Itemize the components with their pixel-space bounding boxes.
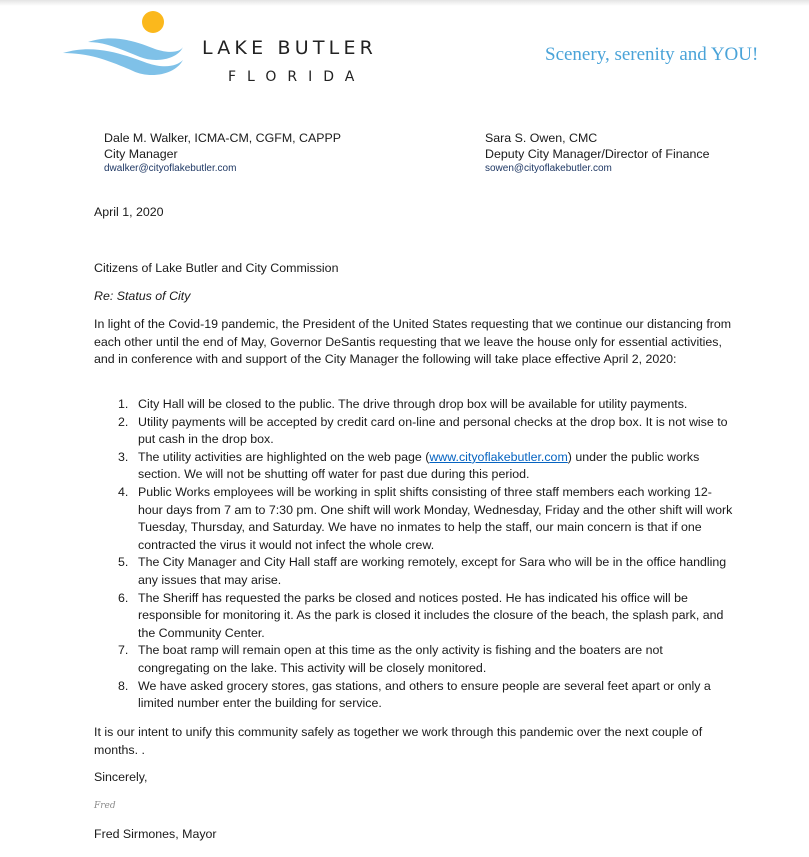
list-number: 4.: [118, 484, 129, 499]
letter-salutation: Citizens of Lake Butler and City Commission: [94, 261, 339, 275]
list-item: [94, 678, 734, 713]
list-text: Public Works employees will be working in split shifts consisting of three staff members each working 12-hour days from 7 am to 7:30 pm. One shift will work Monday, Wednesday, Friday and the other shift will work Tuesday, Thursday, and Saturday. We have no inmates to help the staff, our main concern is that if one contracted the virus it would not infect the whole crew.: [138, 484, 733, 552]
contact-name: Sara S. Owen, CMC: [485, 131, 598, 145]
action-list: [94, 396, 734, 713]
list-item: [94, 642, 734, 677]
list-text: City Hall will be closed to the public. The drive through drop box will be available for utility payments.: [138, 397, 688, 411]
list-text: The utility activities are highlighted on the web page (: [138, 449, 430, 464]
tagline: Scenery, serenity and YOU!: [545, 44, 759, 65]
logo-line-2: FLORIDA: [228, 69, 366, 85]
list-text: The boat ramp will remain open at this time as the only activity is fishing and the boaters are not congregating on the lake. This activity will be closely monitored.: [138, 643, 663, 675]
contact-title: Deputy City Manager/Director of Finance: [485, 147, 710, 161]
contact-title: City Manager: [104, 147, 178, 161]
sun-icon: [142, 11, 164, 33]
signer-name: Fred Sirmones, Mayor: [94, 827, 217, 841]
letter-intro: In light of the Covid-19 pandemic, the President of the United States requesting that we continue our distancing from each other until the end of May, Governor DeSantis requesting that we leave the house only for essential activities, and in conference with and support of the City Manager the following will take place effective April 2, 2020:: [94, 317, 732, 367]
letter-closing: It is our intent to unify this community safely as together we work through this pandemic over the next couple of months. .: [94, 725, 703, 757]
contact-deputy-city-manager: [485, 130, 710, 176]
list-text: We have asked grocery stores, gas stations, and others to ensure people are several feet apart or only a limited number enter the building for service.: [138, 678, 711, 711]
list-item: [94, 590, 734, 643]
list-number: 1.: [118, 397, 129, 411]
list-item: [94, 414, 734, 449]
list-number: 3.: [118, 449, 129, 464]
list-number: 7.: [118, 643, 129, 658]
contact-name: Dale M. Walker, ICMA-CM, CGFM, CAPPP: [104, 131, 342, 145]
list-text: Utility payments will be accepted by credit card on-line and personal checks at the drop box. It is not wise to put cash in the drop box.: [138, 414, 728, 447]
lake-butler-logo: [55, 5, 395, 90]
list-number: 5.: [118, 555, 129, 570]
list-text: ) under the public works section. We will not be shutting off water for past due during this period.: [138, 449, 700, 482]
contact-email[interactable]: dwalker@cityoflakebutler.com: [104, 163, 237, 174]
website-link[interactable]: www.cityoflakebutler.com: [429, 449, 568, 464]
letter-subject: Re: Status of City: [94, 289, 191, 303]
list-number: 8.: [118, 678, 129, 693]
list-item: [94, 554, 734, 589]
contact-email[interactable]: sowen@cityoflakebutler.com: [485, 163, 612, 174]
list-item: [94, 484, 734, 554]
logo-line-1: LAKE BUTLER: [202, 37, 378, 59]
signature: Fred: [94, 801, 116, 811]
list-text: The City Manager and City Hall staff are working remotely, except for Sara who will be in the office handling any issues that may arise.: [138, 555, 727, 587]
list-item: [94, 449, 734, 484]
list-text: The Sheriff has requested the parks be closed and notices posted. He has indicated his office will be responsible for monitoring it. As the park is closed it includes the closure of the beach, the splash park, and the Community Center.: [138, 590, 724, 640]
letter-date: April 1, 2020: [94, 205, 164, 219]
list-number: 6.: [118, 590, 129, 605]
list-number: 2.: [118, 414, 129, 429]
contact-city-manager: [104, 130, 341, 176]
letter-valediction: Sincerely,: [94, 770, 148, 784]
list-item: [94, 396, 734, 414]
